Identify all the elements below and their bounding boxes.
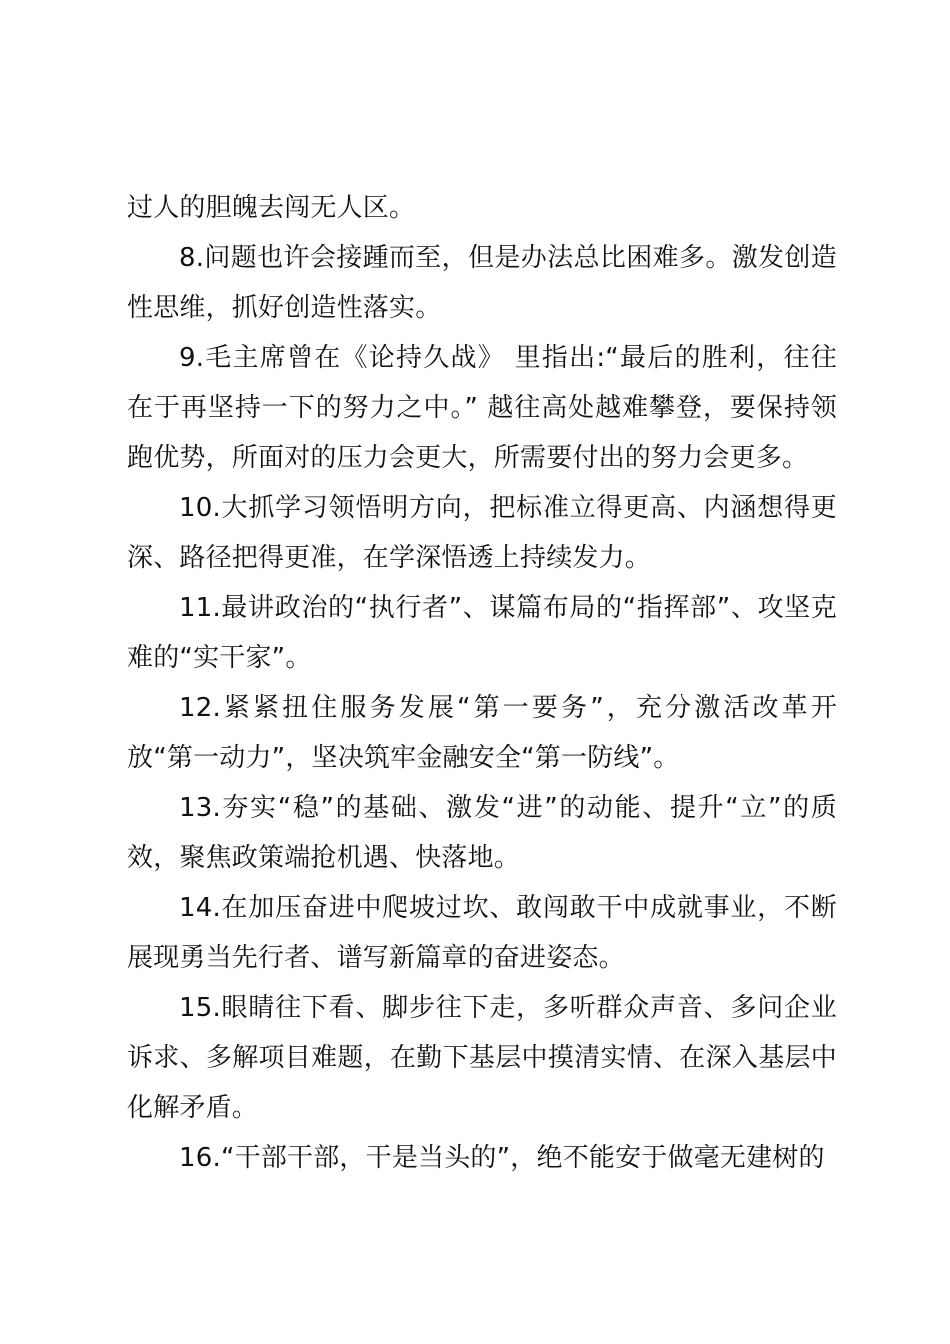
paragraph-continuation: 过人的胆魄去闯无人区。 (127, 193, 416, 223)
paragraph-item-8: 8.问题也许会接踵而至，但是办法总比困难多。激发创造性思维，抓好创造性落实。 (127, 243, 837, 323)
paragraph-item-15: 15.眼睛往下看、脚步往下走，多听群众声音、多问企业诉求、多解项目难题，在勤下基层中摸清实情、在深入基层中化解矛盾。 (127, 993, 837, 1123)
paragraph-item-10: 10.大抓学习领悟明方向，把标准立得更高、内涵想得更深、路径把得更准，在学深悟透上持续发力。 (127, 493, 837, 573)
paragraph-item-14: 14.在加压奋进中爬坡过坎、敢闯敢干中成就事业，不断展现勇当先行者、谱写新篇章的奋进姿态。 (127, 893, 837, 973)
paragraph-item-16: 16.“干部干部，干是当头的”，绝不能安于做毫无建树的 (179, 1143, 825, 1173)
paragraph-item-13: 13.夯实“稳”的基础、激发“进”的动能、提升“立”的质效，聚焦政策端抢机遇、快落地。 (127, 793, 837, 873)
document-body (127, 183, 837, 1183)
paragraph-item-9: 9.毛主席曾在《论持久战》 里指出:“最后的胜利，往往在于再坚持一下的努力之中。” 越往高处越难攀登，要保持领跑优势，所面对的压力会更大，所需要付出的努力会更多。 (127, 343, 837, 473)
paragraph-item-12: 12.紧紧扭住服务发展“第一要务”，充分激活改革开放“第一动力”，坚决筑牢金融安全“第一防线”。 (127, 693, 837, 773)
paragraph-item-11: 11.最讲政治的“执行者”、谋篇布局的“指挥部”、攻坚克难的“实干家”。 (127, 593, 837, 673)
